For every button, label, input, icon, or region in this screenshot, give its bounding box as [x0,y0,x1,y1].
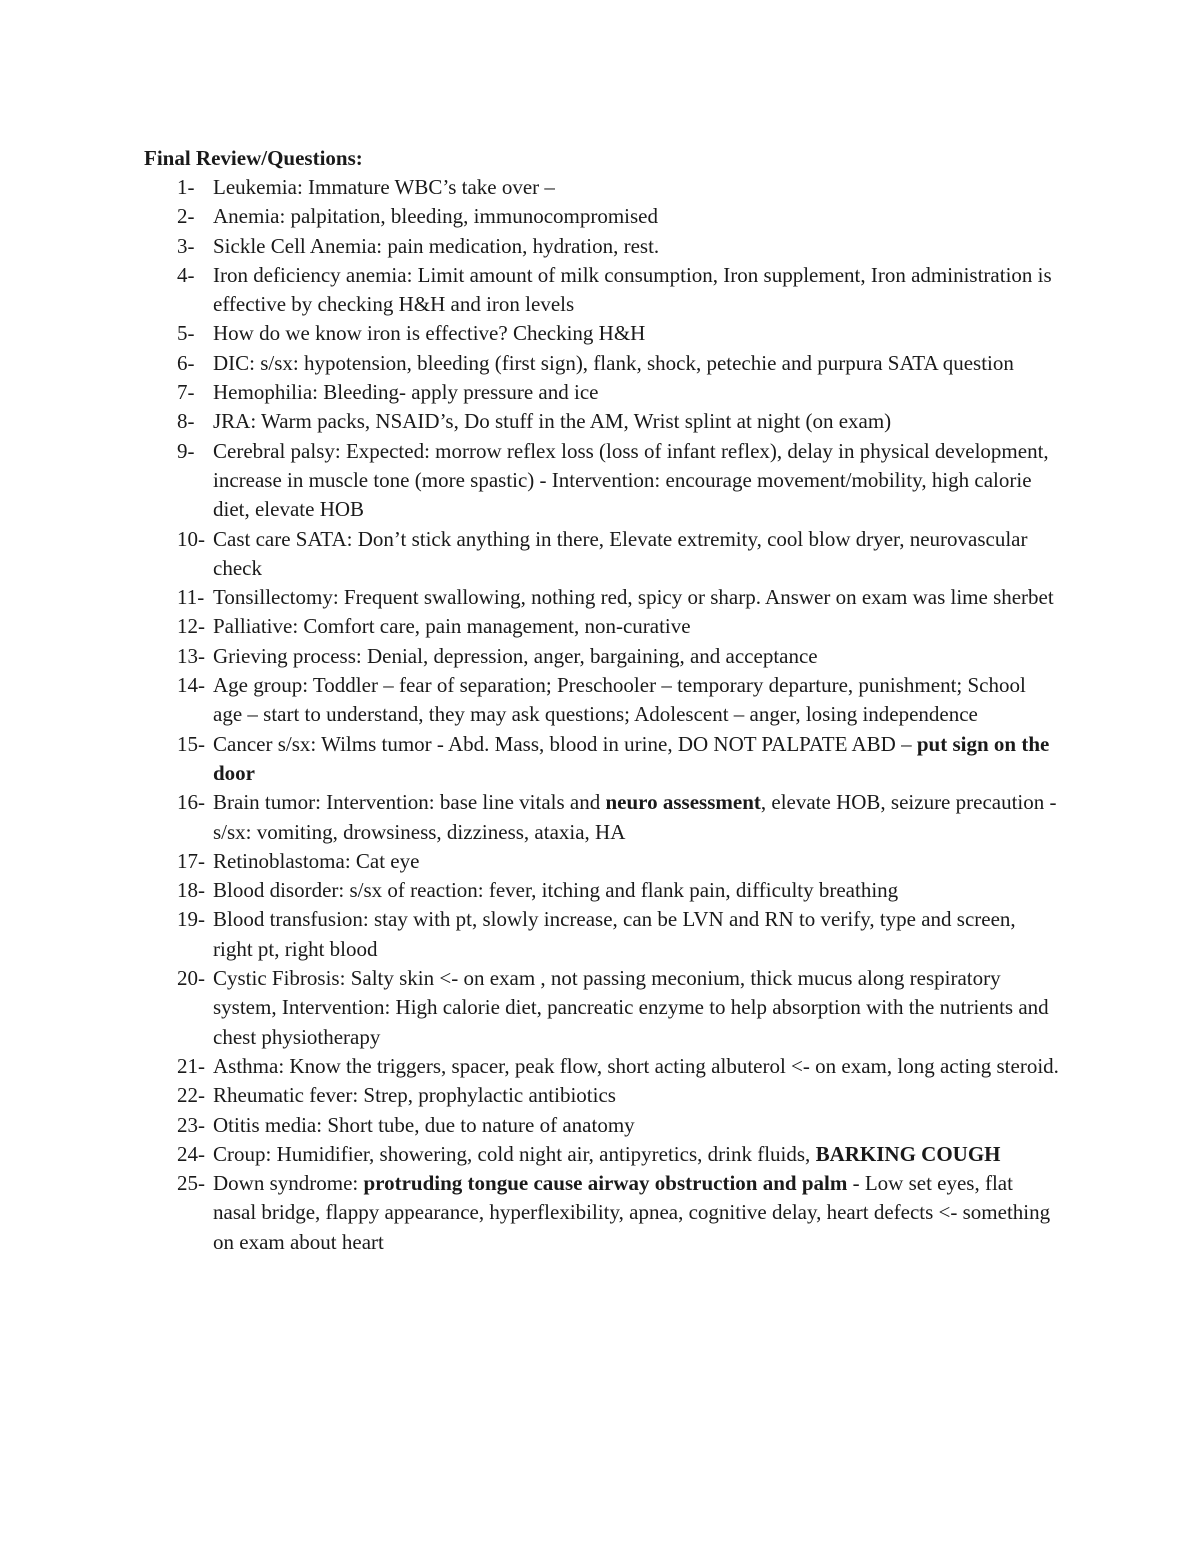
list-item-text: Brain tumor: Intervention: base line vitals and [213,790,606,815]
page-title: Final Review/Questions: [144,146,363,170]
list-item-number: 5- [177,321,195,346]
list-item-text: , elevate HOB, seizure precaution - s/sx: vomiting, drowsiness, dizziness, ataxia, HA [213,790,1057,844]
list-item [0,788,1060,847]
list-item-number: 18- [177,878,205,903]
list-item [0,730,1060,789]
list-item [0,173,1060,202]
list-item [0,349,1060,378]
list-item-number: 3- [177,233,195,258]
list-item-number: 14- [177,673,205,698]
list-item-text: Cancer s/sx: Wilms tumor - Abd. Mass, blood in urine, DO NOT PALPATE ABD – [213,731,917,756]
list-item-number: 13- [177,643,205,668]
list-item-number: 8- [177,409,195,434]
list-item-text: JRA: Warm packs, NSAID’s, Do stuff in the AM, Wrist splint at night (on exam) [213,409,892,434]
list-item-text: Tonsillectomy: Frequent swallowing, nothing red, spicy or sharp. Answer on exam was lime sherbet [213,585,1054,610]
list-item [0,1140,1060,1169]
list-item-text: Anemia: palpitation, bleeding, immunocompromised [213,204,658,229]
list-item-text: Down syndrome: [213,1171,364,1196]
list-item-number: 23- [177,1112,205,1137]
list-item [0,202,1060,231]
list-item-text: Cast care SATA: Don’t stick anything in there, Elevate extremity, cool blow dryer, neurovascular check [213,526,1028,580]
list-item-text: Palliative: Comfort care, pain management, non-curative [213,614,691,639]
list-item-text: Cerebral palsy: Expected: morrow reflex loss (loss of infant reflex), delay in physical development, increase in muscle tone (more spastic) - Intervention: encourage movement/mobility, high calorie diet, elevate HOB [213,438,1049,522]
list-item-number: 16- [177,790,205,815]
list-item-bold-text: put sign on the door [213,731,1050,785]
list-item-text: Rheumatic fever: Strep, prophylactic antibiotics [213,1083,616,1108]
list-item [0,378,1060,407]
list-item-number: 25- [177,1171,205,1196]
list-item-number: 9- [177,438,195,463]
list-item-text: How do we know iron is effective? Checking H&H [213,321,646,346]
list-item-text: Otitis media: Short tube, due to nature of anatomy [213,1112,635,1137]
list-item-bold-text: BARKING COUGH [815,1141,1001,1166]
list-item-number: 7- [177,380,195,405]
list-item-text: Croup: Humidifier, showering, cold night air, antipyretics, drink fluids, [213,1141,816,1166]
list-item-text: Cystic Fibrosis: Salty skin <- on exam , not passing meconium, thick mucus along respiratory system, Intervention: High calorie diet, pancreatic enzyme to help absorption with the nutrients and chest physiotherapy [213,966,1049,1049]
list-item [0,583,1060,612]
list-item [0,437,1060,525]
list-item [0,407,1060,436]
list-item-text: Grieving process: Denial, depression, anger, bargaining, and acceptance [213,643,818,668]
list-item-text: Blood disorder: s/sx of reaction: fever, itching and flank pain, difficulty breathing [213,878,899,903]
list-item-text: Retinoblastoma: Cat eye [213,848,420,873]
list-item-number: 20- [177,966,205,991]
list-item [0,642,1060,671]
list-item-text: Sickle Cell Anemia: pain medication, hydration, rest. [213,233,660,258]
list-item [0,847,1060,876]
list-item-number: 4- [177,262,195,287]
list-item [0,964,1060,1052]
list-item [0,1081,1060,1110]
list-item [0,1052,1060,1081]
list-item-number: 17- [177,848,205,873]
list-item-text: Leukemia: Immature WBC’s take over – [213,175,555,199]
list-item-number: 22- [177,1083,205,1108]
list-item-number: 2- [177,204,195,229]
list-item [0,1169,1060,1257]
list-item-number: 6- [177,350,195,375]
list-item-number: 12- [177,614,205,639]
list-item [0,525,1060,584]
list-item-text: Hemophilia: Bleeding- apply pressure and ice [213,380,599,405]
list-item-text: DIC: s/sx: hypotension, bleeding (first sign), flank, shock, petechie and purpura SATA question [213,350,1014,375]
list-item [0,612,1060,641]
review-list [0,173,1060,1257]
list-item-text: Asthma: Know the triggers, spacer, peak flow, short acting albuterol <- on exam, long acting steroid. [213,1053,1059,1078]
list-item [0,671,1060,730]
list-item [0,261,1060,320]
list-item-bold-text: neuro assessment [605,790,761,815]
list-item-text: Blood transfusion: stay with pt, slowly increase, can be LVN and RN to verify, type and screen, right pt, right blood [213,907,1016,961]
list-item-number: 11- [177,585,205,610]
list-item-number: 15- [177,731,205,756]
list-item [0,905,1060,964]
list-item [0,1111,1060,1140]
list-item [0,319,1060,348]
list-item-number: 19- [177,907,205,932]
list-item-bold-text: protruding tongue cause airway obstruction and palm [363,1171,848,1196]
list-item [0,876,1060,905]
list-item-number: 1- [177,175,195,199]
list-item-text: Iron deficiency anemia: Limit amount of milk consumption, Iron supplement, Iron administration is effective by checking H&H and iron levels [213,262,1052,317]
list-item [0,232,1060,261]
list-item-text: Age group: Toddler – fear of separation; Preschooler – temporary departure, punishment; School age – start to understand, they may ask questions; Adolescent – anger, losing independence [213,673,1026,727]
list-item-text: - Low set eyes, flat nasal bridge, flappy appearance, hyperflexibility, apnea, cognitive delay, heart defects <- something on exam about heart [213,1171,1051,1254]
list-item-number: 24- [177,1141,205,1166]
list-item-number: 10- [177,526,205,551]
list-item-number: 21- [177,1053,205,1078]
